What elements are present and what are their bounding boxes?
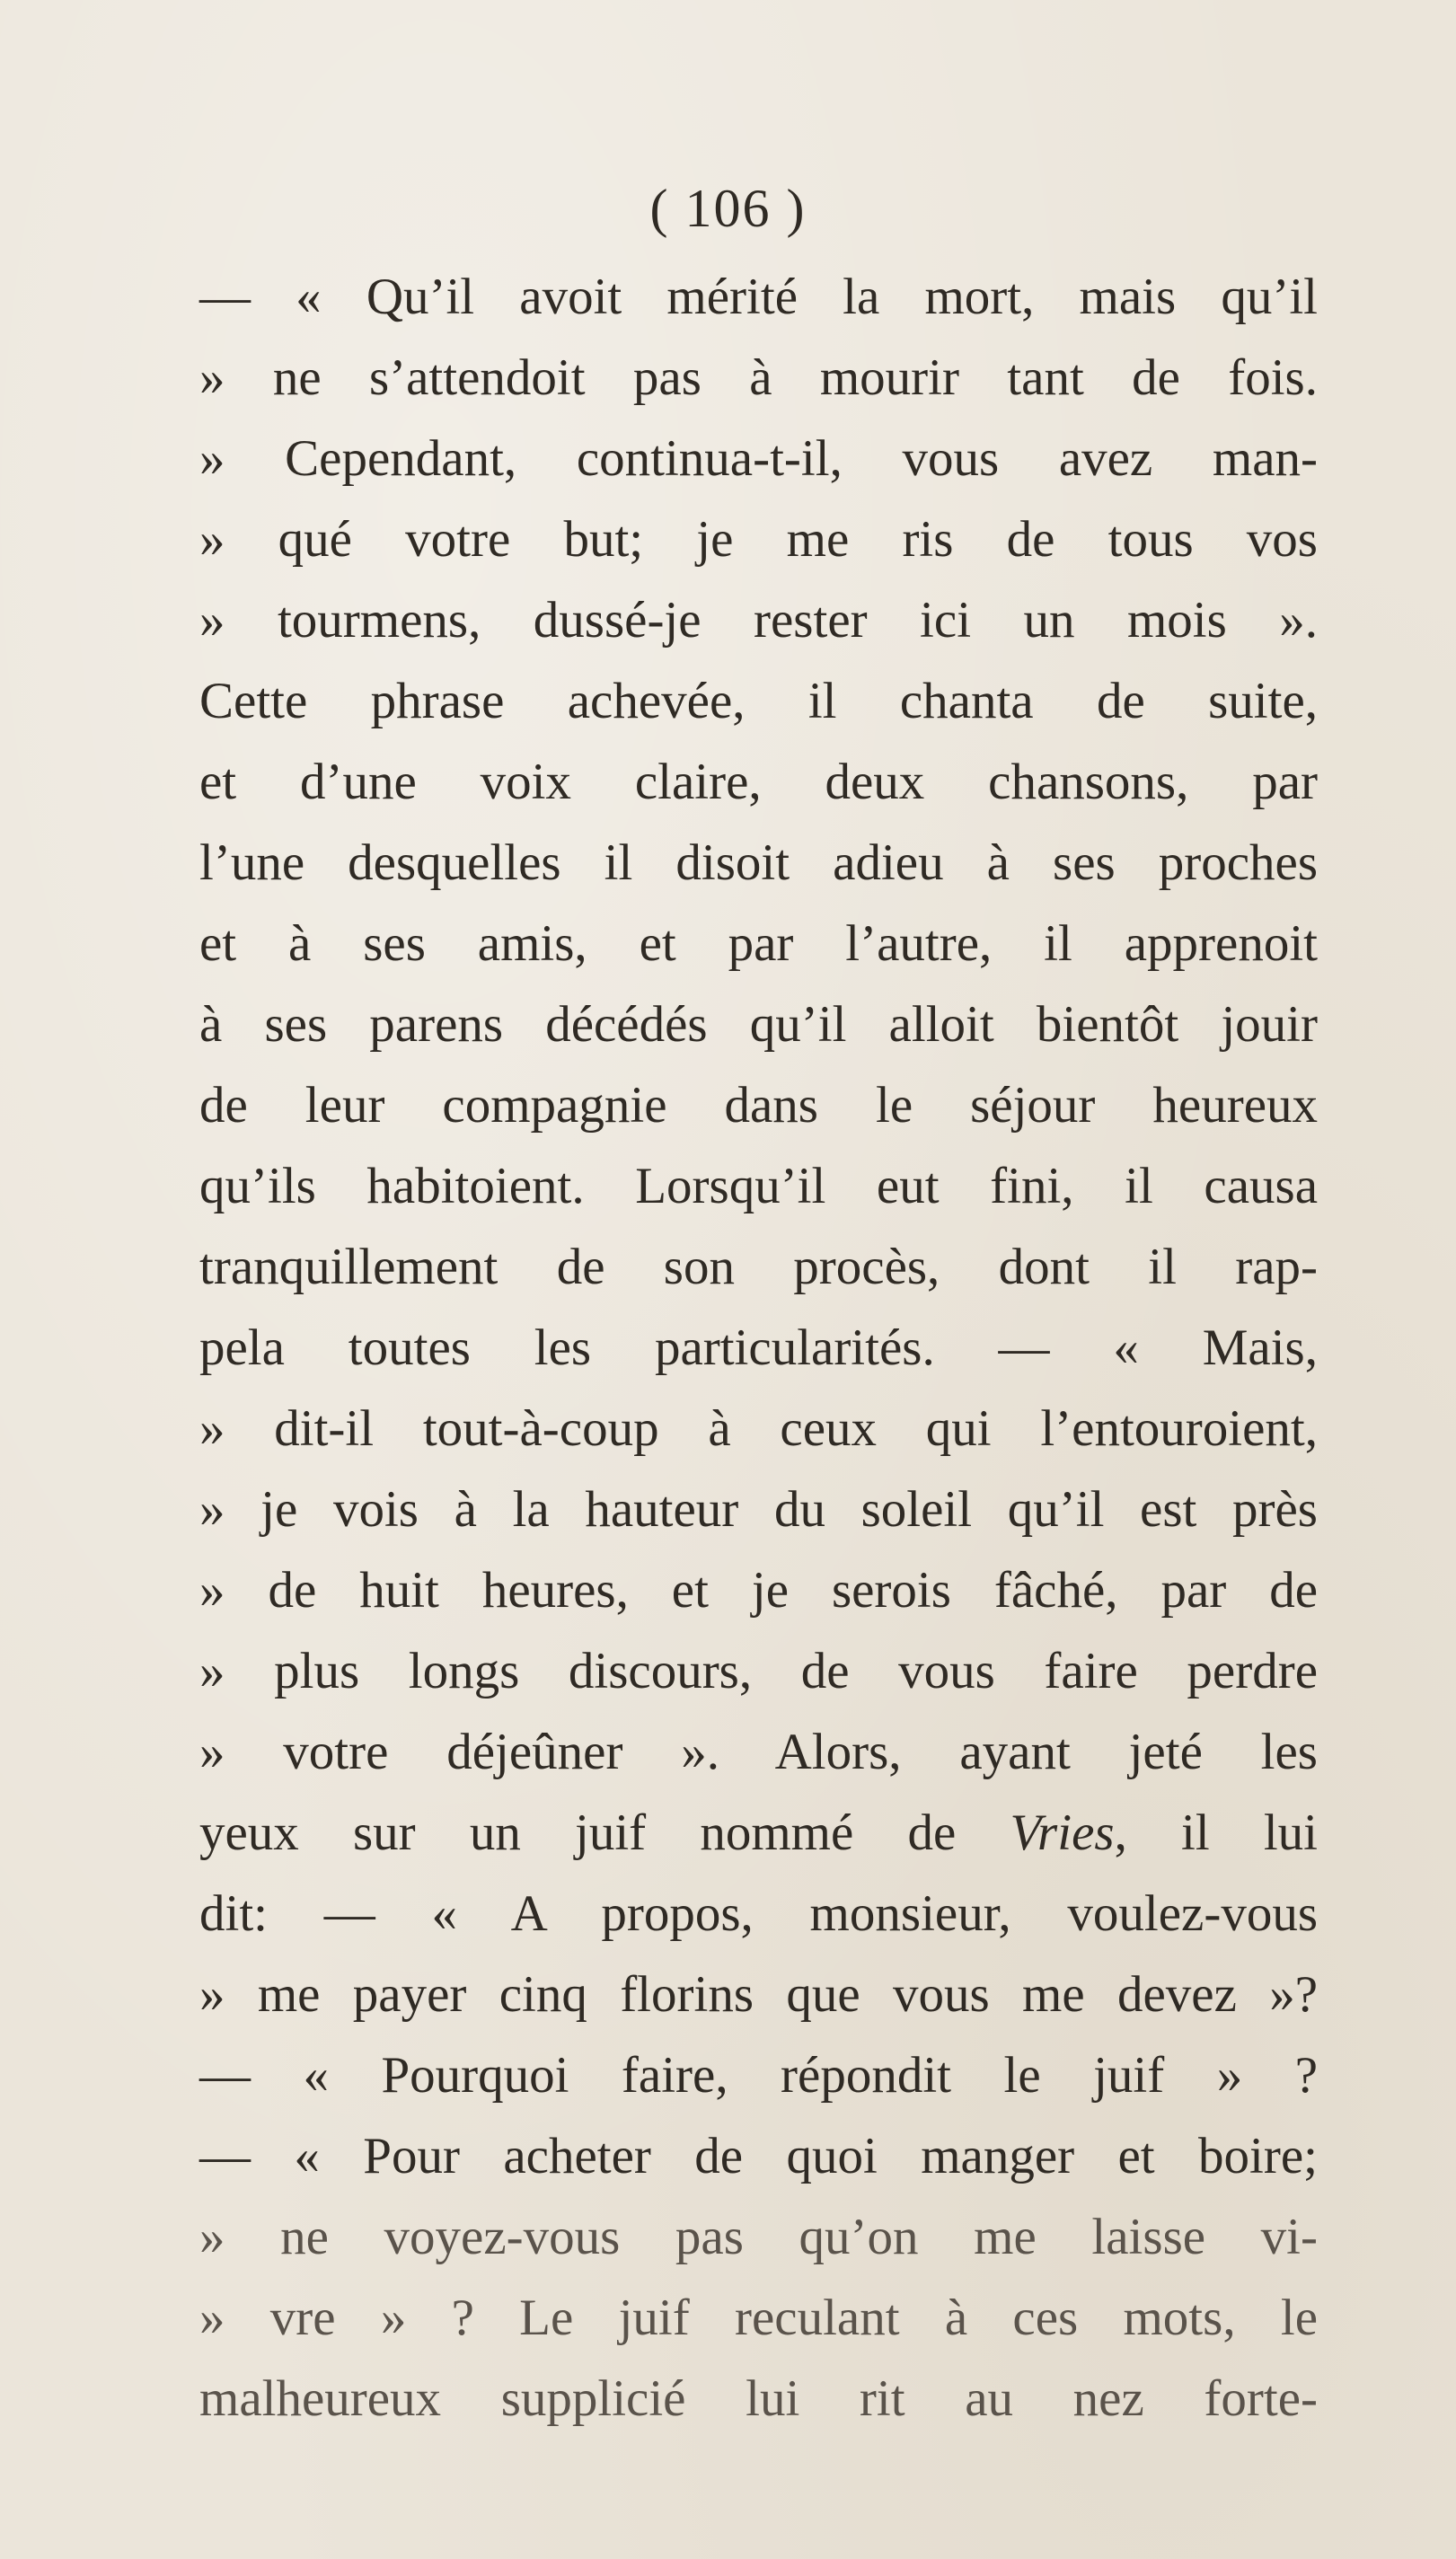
- italic-name: Vries: [1010, 1805, 1115, 1861]
- text-line: » ne voyez-vous pas qu’on me laisse vi-: [199, 2209, 1318, 2265]
- text-line: — « Pourquoi faire, répondit le juif » ?: [199, 2047, 1318, 2104]
- text-line: pela toutes les particularités. — « Mais,: [199, 1319, 1318, 1376]
- text-line: » vre » ? Le juif reculant à ces mots, le: [199, 2290, 1318, 2346]
- text-line: » tourmens, dussé-je rester ici un mois ».: [199, 592, 1318, 649]
- text-line: l’une desquelles il disoit adieu à ses proches: [199, 834, 1318, 891]
- text-line: » me payer cinq florins que vous me devez »?: [199, 1966, 1318, 2023]
- text-line: — « Qu’il avoit mérité la mort, mais qu’il: [199, 269, 1318, 325]
- text-line-end: , il lui: [1114, 1805, 1319, 1861]
- text-line: dit: — « A propos, monsieur, voulez-vous: [199, 1885, 1318, 1942]
- text-line: » je vois à la hauteur du soleil qu’il est près: [199, 1481, 1318, 1538]
- text-line: à ses parens décédés qu’il alloit bientôt jouir: [199, 996, 1318, 1053]
- text-line: » qué votre but; je me ris de tous vos: [199, 511, 1318, 568]
- text-line: et d’une voix claire, deux chansons, par: [199, 754, 1318, 810]
- text-line: qu’ils habitoient. Lorsqu’il eut fini, il causa: [199, 1158, 1318, 1214]
- text-line: Cette phrase achevée, il chanta de suite,: [199, 673, 1318, 729]
- text-line: » dit-il tout-à-coup à ceux qui l’entouroient,: [199, 1400, 1318, 1457]
- text-line: malheureux supplicié lui rit au nez forte-: [199, 2370, 1318, 2427]
- text-line: » votre déjeûner ». Alors, ayant jeté les: [199, 1724, 1318, 1780]
- text-line: » Cependant, continua-t-il, vous avez man-: [199, 430, 1318, 487]
- page-number: ( 106 ): [649, 179, 807, 238]
- text-line: et à ses amis, et par l’autre, il apprenoit: [199, 915, 1318, 972]
- text-line-with-name: [199, 1793, 1318, 1874]
- text-line: » de huit heures, et je serois fâché, par de: [199, 1562, 1318, 1619]
- text-line: de leur compagnie dans le séjour heureux: [199, 1077, 1318, 1134]
- text-line: » plus longs discours, de vous faire perdre: [199, 1643, 1318, 1699]
- text-line-start: yeux sur un juif nommé de: [199, 1805, 957, 1861]
- text-line: — « Pour acheter de quoi manger et boire;: [199, 2128, 1318, 2184]
- text-line: » ne s’attendoit pas à mourir tant de fois.: [199, 349, 1318, 406]
- text-line: tranquillement de son procès, dont il rap-: [199, 1239, 1318, 1295]
- body-text: [199, 257, 1318, 2440]
